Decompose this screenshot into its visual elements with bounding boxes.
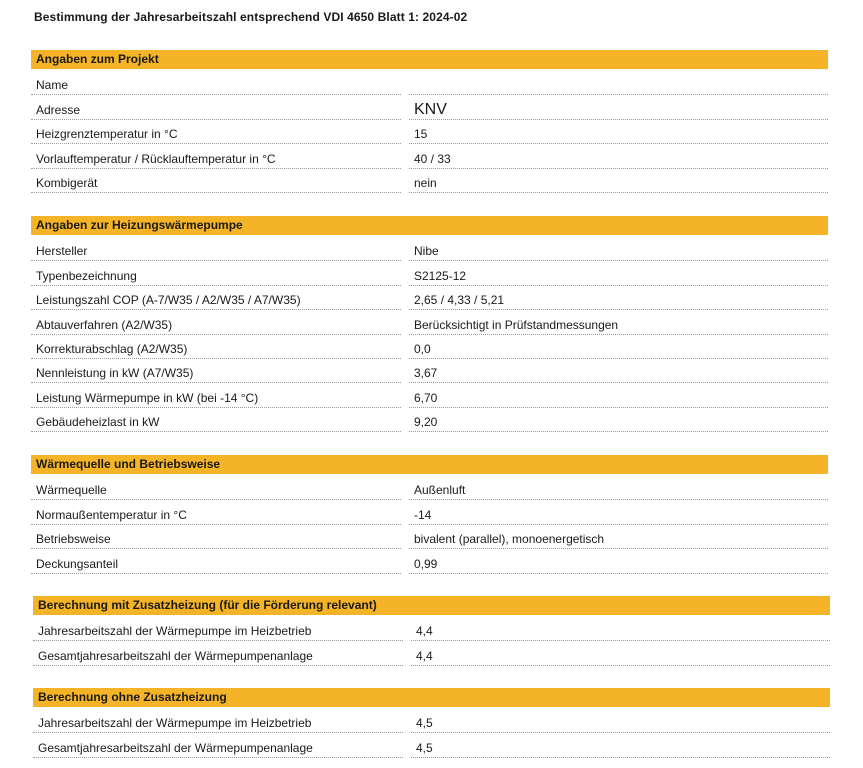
row-value: Berücksichtigt in Prüfstandmessungen bbox=[414, 317, 619, 332]
row-value: Nibe bbox=[414, 244, 439, 259]
section-heat-pump bbox=[31, 216, 828, 432]
row-label: Gebäudeheizlast in kW bbox=[36, 415, 160, 430]
row-korrekturabschlag bbox=[31, 335, 828, 359]
row-vorlauftemperatur bbox=[31, 144, 828, 168]
row-value: 15 bbox=[414, 127, 428, 142]
row-value: 9,20 bbox=[414, 415, 438, 430]
row-label: Hersteller bbox=[36, 244, 88, 259]
row-normaussentemperatur bbox=[31, 500, 828, 524]
row-value: 4,5 bbox=[416, 740, 433, 755]
section-heat-source bbox=[31, 455, 828, 574]
row-label: Korrekturabschlag (A2/W35) bbox=[36, 341, 188, 356]
row-value: 4,4 bbox=[416, 648, 433, 663]
row-jahresarbeitszahl bbox=[33, 617, 830, 641]
row-abtauverfahren bbox=[31, 310, 828, 334]
row-divider bbox=[409, 431, 828, 432]
row-value: 0,0 bbox=[414, 341, 431, 356]
row-value: 0,99 bbox=[414, 556, 438, 571]
row-label: Heizgrenztemperatur in °C bbox=[36, 127, 178, 142]
row-betriebsweise bbox=[31, 525, 828, 549]
row-label: Gesamtjahresarbeitszahl der Wärmepumpenanlage bbox=[38, 740, 313, 755]
row-value: nein bbox=[414, 175, 437, 190]
row-typenbezeichnung bbox=[31, 261, 828, 285]
row-label: Jahresarbeitszahl der Wärmepumpe im Heizbetrieb bbox=[38, 716, 312, 731]
row-value: S2125-12 bbox=[414, 268, 467, 283]
row-hersteller bbox=[31, 237, 828, 261]
row-label: Jahresarbeitszahl der Wärmepumpe im Heizbetrieb bbox=[38, 624, 312, 639]
row-label: Wärmequelle bbox=[36, 483, 107, 498]
section-header: Berechnung mit Zusatzheizung (für die Förderung relevant) bbox=[33, 596, 830, 615]
row-label: Betriebsweise bbox=[36, 532, 111, 547]
row-divider bbox=[31, 431, 401, 432]
row-label: Gesamtjahresarbeitszahl der Wärmepumpenanlage bbox=[38, 648, 313, 663]
row-value: 4,4 bbox=[416, 624, 433, 639]
row-label: Leistung Wärmepumpe in kW (bei -14 °C) bbox=[36, 390, 259, 405]
row-leistung-waermepumpe bbox=[31, 383, 828, 407]
row-value: 6,70 bbox=[414, 390, 438, 405]
section-calc-without-auxiliary bbox=[33, 688, 830, 758]
row-label: Adresse bbox=[36, 102, 81, 117]
row-label: Normaußentemperatur in °C bbox=[36, 507, 187, 522]
row-jahresarbeitszahl bbox=[33, 709, 830, 733]
row-label: Typenbezeichnung bbox=[36, 268, 137, 283]
row-value: 3,67 bbox=[414, 366, 438, 381]
row-value: bivalent (parallel), monoenergetisch bbox=[414, 532, 605, 547]
section-calc-with-auxiliary bbox=[33, 596, 830, 666]
row-label: Vorlauftemperatur / Rücklauftemperatur in °C bbox=[36, 151, 276, 166]
row-gesamtjahresarbeitszahl bbox=[33, 733, 830, 757]
row-value: 40 / 33 bbox=[414, 151, 451, 166]
row-value: 4,5 bbox=[416, 716, 433, 731]
row-divider bbox=[31, 573, 401, 574]
row-label: Leistungszahl COP (A-7/W35 / A2/W35 / A7/W35) bbox=[36, 293, 301, 308]
section-header: Angaben zum Projekt bbox=[31, 50, 828, 69]
row-heizgrenztemperatur bbox=[31, 120, 828, 144]
row-value: Außenluft bbox=[414, 483, 466, 498]
row-label: Abtauverfahren (A2/W35) bbox=[36, 317, 173, 332]
row-kombigeraet bbox=[31, 169, 828, 193]
row-waermequelle bbox=[31, 476, 828, 500]
row-value: -14 bbox=[414, 507, 432, 522]
row-leistungszahl-cop bbox=[31, 286, 828, 310]
row-divider bbox=[31, 192, 401, 193]
section-header: Berechnung ohne Zusatzheizung bbox=[33, 688, 830, 707]
row-divider bbox=[409, 573, 828, 574]
row-label: Nennleistung in kW (A7/W35) bbox=[36, 366, 194, 381]
section-header: Angaben zur Heizungswärmepumpe bbox=[31, 216, 828, 235]
page-title: Bestimmung der Jahresarbeitszahl entsprechend VDI 4650 Blatt 1: 2024-02 bbox=[34, 10, 468, 24]
row-gesamtjahresarbeitszahl bbox=[33, 641, 830, 665]
row-deckungsanteil bbox=[31, 549, 828, 573]
row-label: Kombigerät bbox=[36, 175, 98, 190]
section-header: Wärmequelle und Betriebsweise bbox=[31, 455, 828, 474]
row-label: Name bbox=[36, 78, 69, 93]
row-name bbox=[31, 71, 828, 95]
row-divider bbox=[409, 192, 828, 193]
row-divider bbox=[411, 757, 830, 758]
row-adresse bbox=[31, 95, 828, 119]
row-nennleistung bbox=[31, 359, 828, 383]
section-project bbox=[31, 50, 828, 193]
row-divider bbox=[33, 757, 403, 758]
row-divider bbox=[411, 665, 830, 666]
row-divider bbox=[33, 665, 403, 666]
row-value: KNV bbox=[414, 100, 447, 118]
row-label: Deckungsanteil bbox=[36, 556, 119, 571]
row-value: 2,65 / 4,33 / 5,21 bbox=[414, 293, 505, 308]
row-gebaeudeheizlast bbox=[31, 408, 828, 432]
